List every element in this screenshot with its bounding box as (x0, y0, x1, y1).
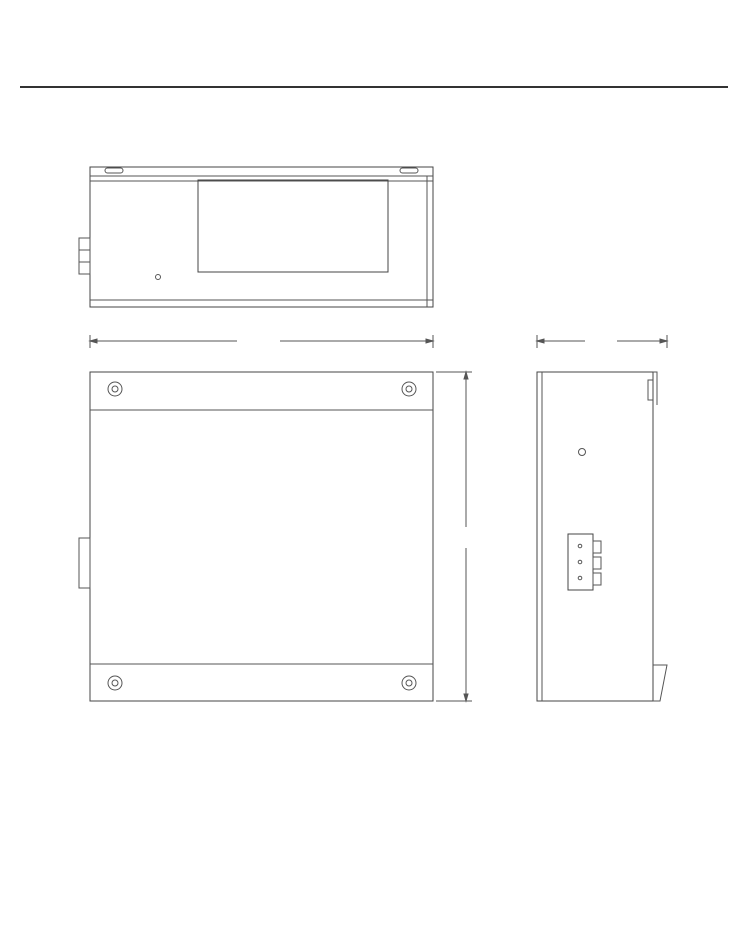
screw-icon (108, 382, 122, 396)
heatsink-front-view (79, 335, 472, 701)
power-led-icon (156, 275, 161, 280)
rj45-port-block (198, 180, 388, 272)
screw-icon (402, 382, 416, 396)
side-view (537, 335, 667, 701)
screw-icon (108, 676, 122, 690)
screw-icon (402, 676, 416, 690)
indicator-hole-icon (579, 449, 586, 456)
front-panel-view (79, 167, 433, 307)
power-terminal-icon (568, 534, 601, 590)
